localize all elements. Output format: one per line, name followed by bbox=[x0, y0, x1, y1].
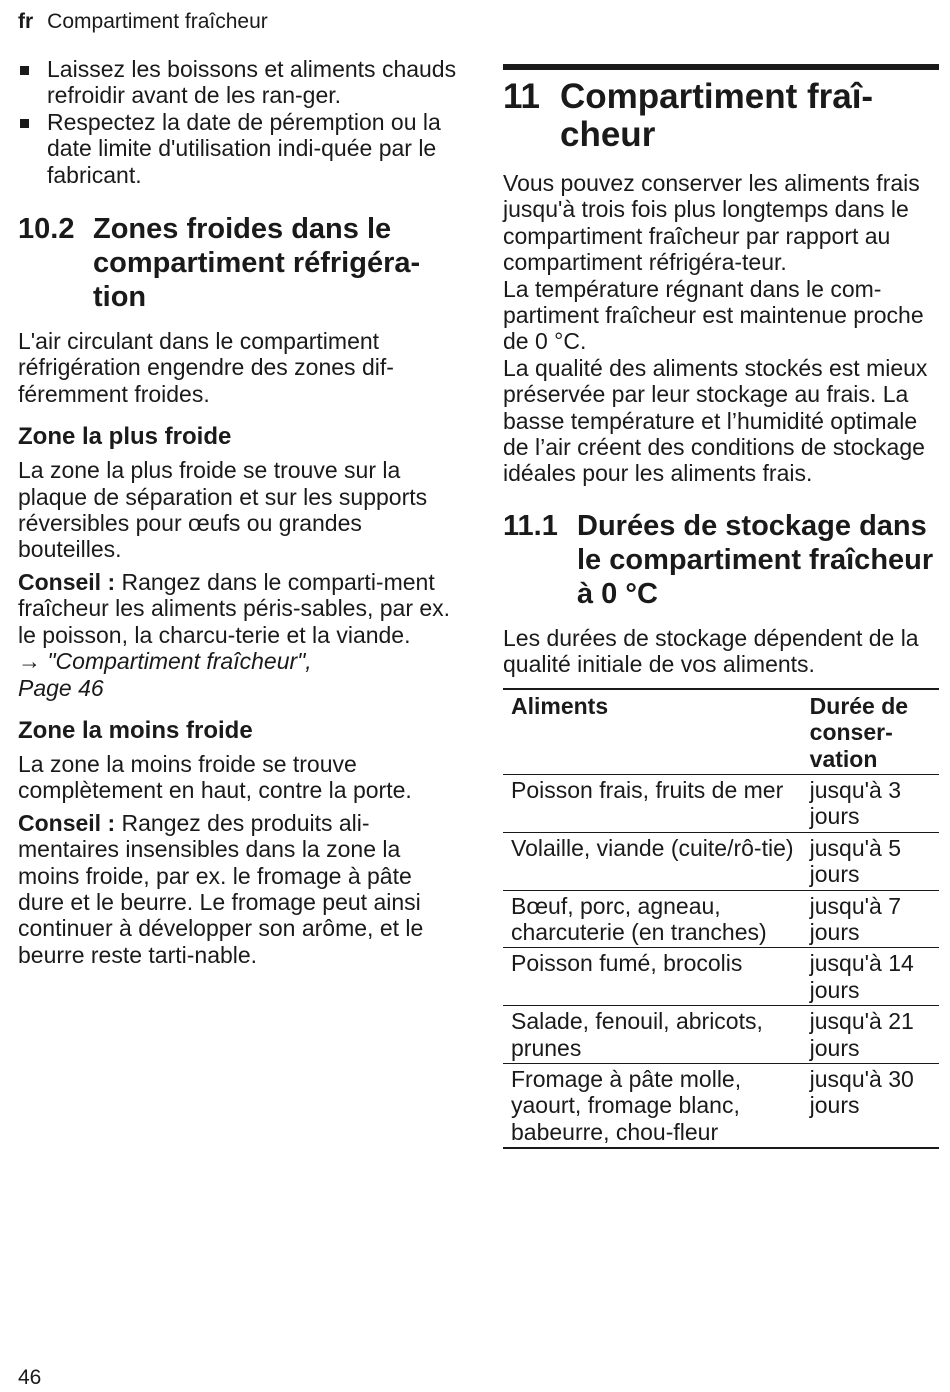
chapter-title: Compartiment fraî-cheur bbox=[560, 77, 874, 154]
chapter-heading bbox=[503, 64, 939, 154]
section-intro: L'air circulant dans le compartiment réfrigération engendre des zones dif-féremment froides. bbox=[18, 328, 394, 407]
left-column bbox=[18, 56, 458, 968]
paragraph: La température régnant dans le com-partiment fraîcheur est maintenue proche de 0 °C. bbox=[503, 275, 924, 355]
cross-reference-link[interactable]: → "Compartiment fraîcheur", bbox=[18, 648, 312, 675]
bullet-square-icon bbox=[20, 119, 29, 128]
coldest-zone-text: La zone la plus froide se trouve sur la plaque de séparation et sur les supports réversibles pour œufs ou grandes bouteilles. bbox=[18, 457, 428, 563]
table-header-row bbox=[503, 689, 939, 775]
language-code: fr bbox=[18, 10, 34, 33]
table-cell-food: Fromage à pâte molle, yaourt, fromage blanc, babeurre, chou-fleur bbox=[511, 1065, 742, 1145]
cross-reference-page: Page 46 bbox=[18, 674, 104, 701]
tip-label: Conseil : bbox=[18, 809, 116, 836]
table-row bbox=[503, 890, 939, 948]
arrow-right-icon: → bbox=[18, 648, 41, 675]
paragraph: La qualité des aliments stockés est mieux préservée par leur stockage au frais. La basse température et l’humidité optimale de l’air créent des conditions de stockage idéales pour les aliments frais. bbox=[503, 354, 928, 487]
subheading-coldest-zone: Zone la plus froide bbox=[18, 423, 232, 451]
table-cell-duration: jusqu'à 21 jours bbox=[809, 1008, 914, 1061]
chapter-number: 11 bbox=[503, 77, 540, 116]
table-row bbox=[503, 1006, 939, 1064]
table-cell-duration: jusqu'à 5 jours bbox=[809, 834, 902, 888]
bullet-list bbox=[18, 56, 458, 188]
page-number: 46 bbox=[18, 1366, 42, 1389]
tip-label: Conseil : bbox=[18, 568, 116, 595]
running-header bbox=[18, 9, 268, 35]
table-cell-food: Bœuf, porc, agneau, charcuterie (en tranches) bbox=[511, 892, 767, 945]
storage-duration-table bbox=[503, 688, 939, 1150]
coldest-zone-tip: Conseil : Rangez dans le comparti-ment fraîcheur les aliments péris-sables, par ex. le poisson, la charcu-terie et la viande. bbox=[18, 568, 451, 648]
table-cell-food: Volaille, viande (cuite/rô-tie) bbox=[511, 834, 794, 861]
table-cell-duration: jusqu'à 14 jours bbox=[809, 950, 914, 1003]
subheading-least-cold-zone: Zone la moins froide bbox=[18, 716, 253, 744]
column-header-food: Aliments bbox=[511, 692, 609, 719]
subsection-title: Durées de stockage dans le compartiment fraîcheur à 0 °C bbox=[577, 509, 934, 610]
right-column bbox=[503, 64, 939, 1149]
paragraph: Vous pouvez conserver les aliments frais jusqu'à trois fois plus longtemps dans le compartiment fraîcheur par rapport au compartiment réfrigéra-teur. bbox=[503, 170, 920, 276]
table-cell-duration: jusqu'à 3 jours bbox=[809, 776, 902, 830]
section-number: 10.2 bbox=[18, 213, 75, 246]
least-cold-zone-tip: Conseil : Rangez des produits ali-mentaires insensibles dans la zone la moins froide, par ex. le fromage à pâte dure et le beurre. Le fromage peut ainsi continuer à développer son arôme, et le beurre reste tarti-nable. bbox=[18, 809, 424, 968]
table-cell-duration: jusqu'à 7 jours bbox=[809, 892, 902, 945]
table-cell-food: Poisson fumé, brocolis bbox=[511, 950, 743, 977]
section-title: Zones froides dans le compartiment réfrigéra-tion bbox=[93, 213, 421, 314]
bullet-item: Laissez les boissons et aliments chauds refroidir avant de les ran-ger. bbox=[18, 56, 458, 109]
bullet-square-icon bbox=[20, 66, 29, 75]
section-heading bbox=[18, 212, 458, 314]
least-cold-zone-text: La zone la moins froide se trouve complètement en haut, contre la porte. bbox=[18, 750, 412, 804]
table-cell-duration: jusqu'à 30 jours bbox=[809, 1065, 914, 1119]
bullet-item: Respectez la date de péremption ou la date limite d'utilisation indi-quée par le fabricant. bbox=[18, 109, 458, 188]
table-row bbox=[503, 832, 939, 890]
table-cell-food: Salade, fenouil, abricots, prunes bbox=[511, 1008, 763, 1061]
table-cell-food: Poisson frais, fruits de mer bbox=[511, 776, 784, 803]
running-title: Compartiment fraîcheur bbox=[47, 10, 268, 33]
table-row bbox=[503, 774, 939, 832]
table-row bbox=[503, 1063, 939, 1148]
subsection-heading bbox=[503, 509, 939, 611]
subsection-number: 11.1 bbox=[503, 509, 558, 542]
table-row bbox=[503, 948, 939, 1006]
column-header-duration: Durée de conser-vation bbox=[809, 692, 909, 772]
subsection-intro: Les durées de stockage dépendent de la qualité initiale de vos aliments. bbox=[503, 624, 919, 678]
